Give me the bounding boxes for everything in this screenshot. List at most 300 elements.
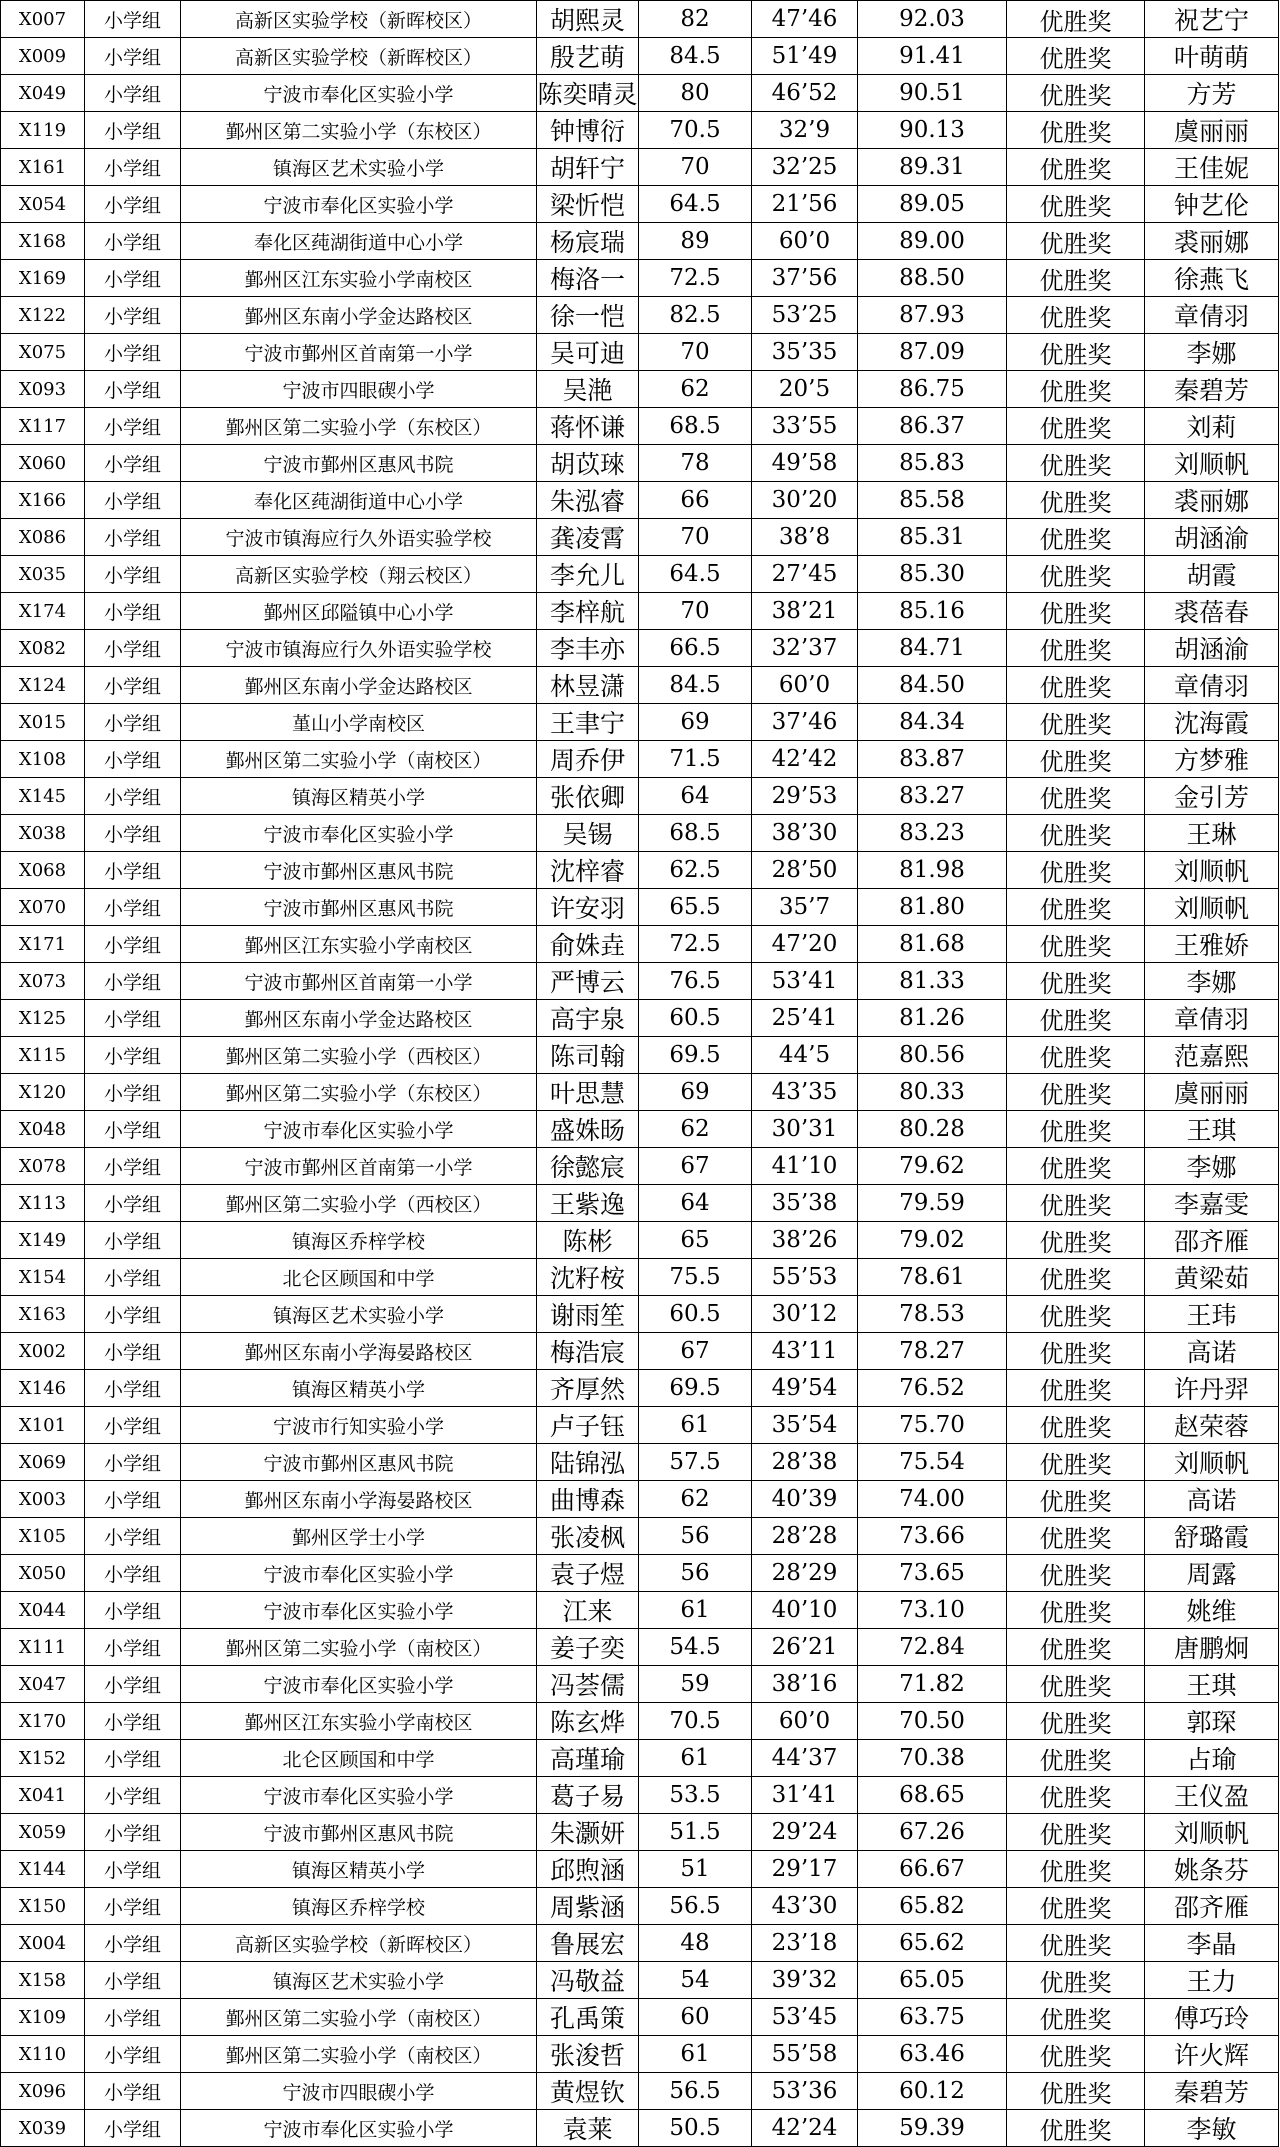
cell-school: 鄞州区邱隘镇中心小学 (181, 593, 537, 630)
table-row (1, 926, 1279, 963)
cell-award: 优胜奖 (1007, 1962, 1145, 1999)
cell-time: 40’10 (752, 1592, 858, 1629)
cell-teacher: 李娜 (1145, 1148, 1279, 1185)
cell-group: 小学组 (85, 223, 181, 260)
cell-student-name: 沈梓睿 (537, 852, 639, 889)
cell-group: 小学组 (85, 963, 181, 1000)
cell-student-name: 曲博森 (537, 1481, 639, 1518)
cell-student-name: 周乔伊 (537, 741, 639, 778)
cell-score: 64 (639, 1185, 752, 1222)
cell-time: 31’41 (752, 1777, 858, 1814)
cell-entry-id: X122 (1, 297, 85, 334)
cell-score: 84.5 (639, 667, 752, 704)
cell-final-score: 80.56 (858, 1037, 1007, 1074)
cell-final-score: 73.66 (858, 1518, 1007, 1555)
cell-award: 优胜奖 (1007, 445, 1145, 482)
cell-award: 优胜奖 (1007, 1074, 1145, 1111)
cell-school: 鄞州区第二实验小学（南校区） (181, 1999, 537, 2036)
cell-school: 鄞州区江东实验小学南校区 (181, 926, 537, 963)
cell-teacher: 胡霞 (1145, 556, 1279, 593)
cell-school: 鄞州区东南小学海晏路校区 (181, 1481, 537, 1518)
table-row (1, 1222, 1279, 1259)
cell-award: 优胜奖 (1007, 2110, 1145, 2147)
cell-teacher: 傅巧玲 (1145, 1999, 1279, 2036)
cell-time: 30’31 (752, 1111, 858, 1148)
cell-award: 优胜奖 (1007, 963, 1145, 1000)
cell-score: 67 (639, 1148, 752, 1185)
cell-entry-id: X170 (1, 1703, 85, 1740)
cell-student-name: 袁子煜 (537, 1555, 639, 1592)
cell-final-score: 59.39 (858, 2110, 1007, 2147)
cell-group: 小学组 (85, 1481, 181, 1518)
cell-entry-id: X150 (1, 1888, 85, 1925)
cell-school: 鄞州区第二实验小学（西校区） (181, 1185, 537, 1222)
cell-time: 41’10 (752, 1148, 858, 1185)
cell-award: 优胜奖 (1007, 926, 1145, 963)
table-row (1, 334, 1279, 371)
cell-teacher: 高诺 (1145, 1333, 1279, 1370)
table-row (1, 1851, 1279, 1888)
cell-student-name: 李丰亦 (537, 630, 639, 667)
cell-entry-id: X059 (1, 1814, 85, 1851)
cell-school: 宁波市镇海应行久外语实验学校 (181, 630, 537, 667)
cell-final-score: 89.31 (858, 149, 1007, 186)
cell-school: 宁波市镇海应行久外语实验学校 (181, 519, 537, 556)
table-row (1, 186, 1279, 223)
cell-school: 宁波市行知实验小学 (181, 1407, 537, 1444)
cell-school: 宁波市奉化区实验小学 (181, 2110, 537, 2147)
cell-student-name: 齐厚然 (537, 1370, 639, 1407)
cell-school: 宁波市鄞州区首南第一小学 (181, 1148, 537, 1185)
cell-award: 优胜奖 (1007, 334, 1145, 371)
cell-school: 宁波市奉化区实验小学 (181, 1592, 537, 1629)
cell-teacher: 刘顺帆 (1145, 889, 1279, 926)
cell-teacher: 邵齐雁 (1145, 1888, 1279, 1925)
cell-student-name: 钟博衍 (537, 112, 639, 149)
table-row (1, 149, 1279, 186)
table-row (1, 852, 1279, 889)
cell-score: 53.5 (639, 1777, 752, 1814)
cell-entry-id: X082 (1, 630, 85, 667)
cell-school: 镇海区艺术实验小学 (181, 149, 537, 186)
table-row (1, 778, 1279, 815)
cell-final-score: 88.50 (858, 260, 1007, 297)
cell-award: 优胜奖 (1007, 223, 1145, 260)
cell-entry-id: X035 (1, 556, 85, 593)
cell-school: 鄞州区第二实验小学（东校区） (181, 1074, 537, 1111)
cell-award: 优胜奖 (1007, 1518, 1145, 1555)
cell-award: 优胜奖 (1007, 667, 1145, 704)
cell-entry-id: X070 (1, 889, 85, 926)
cell-teacher: 王琪 (1145, 1111, 1279, 1148)
cell-student-name: 姜子奕 (537, 1629, 639, 1666)
cell-award: 优胜奖 (1007, 593, 1145, 630)
cell-student-name: 张凌枫 (537, 1518, 639, 1555)
cell-time: 20’5 (752, 371, 858, 408)
cell-final-score: 79.59 (858, 1185, 1007, 1222)
cell-school: 鄞州区江东实验小学南校区 (181, 260, 537, 297)
cell-group: 小学组 (85, 371, 181, 408)
cell-award: 优胜奖 (1007, 630, 1145, 667)
cell-time: 29’24 (752, 1814, 858, 1851)
cell-school: 鄞州区第二实验小学（东校区） (181, 112, 537, 149)
cell-entry-id: X174 (1, 593, 85, 630)
cell-final-score: 63.75 (858, 1999, 1007, 2036)
cell-group: 小学组 (85, 38, 181, 75)
cell-score: 61 (639, 1740, 752, 1777)
cell-award: 优胜奖 (1007, 112, 1145, 149)
cell-time: 32’37 (752, 630, 858, 667)
table-row (1, 371, 1279, 408)
cell-student-name: 沈籽桉 (537, 1259, 639, 1296)
cell-score: 71.5 (639, 741, 752, 778)
cell-teacher: 刘顺帆 (1145, 1814, 1279, 1851)
cell-teacher: 刘顺帆 (1145, 1444, 1279, 1481)
cell-student-name: 梁忻恺 (537, 186, 639, 223)
cell-teacher: 钟艺伦 (1145, 186, 1279, 223)
cell-score: 78 (639, 445, 752, 482)
cell-student-name: 冯敬益 (537, 1962, 639, 1999)
cell-entry-id: X161 (1, 149, 85, 186)
cell-award: 优胜奖 (1007, 260, 1145, 297)
cell-score: 70 (639, 519, 752, 556)
cell-score: 75.5 (639, 1259, 752, 1296)
cell-score: 84.5 (639, 38, 752, 75)
cell-time: 30’20 (752, 482, 858, 519)
cell-teacher: 章倩羽 (1145, 297, 1279, 334)
cell-time: 26’21 (752, 1629, 858, 1666)
cell-award: 优胜奖 (1007, 149, 1145, 186)
cell-entry-id: X038 (1, 815, 85, 852)
cell-score: 64.5 (639, 186, 752, 223)
results-table-body (1, 1, 1279, 2147)
cell-student-name: 陈彬 (537, 1222, 639, 1259)
cell-student-name: 孔禹策 (537, 1999, 639, 2036)
cell-school: 镇海区乔梓学校 (181, 1888, 537, 1925)
cell-time: 38’8 (752, 519, 858, 556)
table-row (1, 1666, 1279, 1703)
cell-student-name: 陈玄烨 (537, 1703, 639, 1740)
cell-award: 优胜奖 (1007, 1000, 1145, 1037)
cell-final-score: 81.26 (858, 1000, 1007, 1037)
table-row (1, 1407, 1279, 1444)
cell-teacher: 沈海霞 (1145, 704, 1279, 741)
cell-group: 小学组 (85, 1407, 181, 1444)
cell-entry-id: X044 (1, 1592, 85, 1629)
cell-final-score: 78.27 (858, 1333, 1007, 1370)
table-row (1, 1999, 1279, 2036)
table-row (1, 2110, 1279, 2147)
table-row (1, 1037, 1279, 1074)
cell-teacher: 秦碧芳 (1145, 371, 1279, 408)
cell-student-name: 梅洛一 (537, 260, 639, 297)
cell-final-score: 73.10 (858, 1592, 1007, 1629)
cell-time: 39’32 (752, 1962, 858, 1999)
cell-group: 小学组 (85, 260, 181, 297)
cell-teacher: 王力 (1145, 1962, 1279, 1999)
cell-group: 小学组 (85, 519, 181, 556)
cell-time: 28’28 (752, 1518, 858, 1555)
cell-final-score: 63.46 (858, 2036, 1007, 2073)
cell-group: 小学组 (85, 1185, 181, 1222)
table-row (1, 1777, 1279, 1814)
cell-entry-id: X086 (1, 519, 85, 556)
cell-time: 32’25 (752, 149, 858, 186)
cell-teacher: 范嘉熙 (1145, 1037, 1279, 1074)
cell-school: 宁波市奉化区实验小学 (181, 186, 537, 223)
cell-award: 优胜奖 (1007, 852, 1145, 889)
cell-teacher: 高诺 (1145, 1481, 1279, 1518)
cell-time: 38’21 (752, 593, 858, 630)
cell-entry-id: X048 (1, 1111, 85, 1148)
cell-entry-id: X068 (1, 852, 85, 889)
cell-final-score: 66.67 (858, 1851, 1007, 1888)
cell-student-name: 殷艺萌 (537, 38, 639, 75)
table-row (1, 1518, 1279, 1555)
cell-school: 宁波市鄞州区惠风书院 (181, 1814, 537, 1851)
cell-group: 小学组 (85, 1296, 181, 1333)
cell-teacher: 祝艺宁 (1145, 1, 1279, 38)
cell-final-score: 79.02 (858, 1222, 1007, 1259)
cell-school: 鄞州区学士小学 (181, 1518, 537, 1555)
cell-final-score: 80.28 (858, 1111, 1007, 1148)
cell-group: 小学组 (85, 112, 181, 149)
cell-entry-id: X069 (1, 1444, 85, 1481)
cell-score: 70.5 (639, 112, 752, 149)
table-row (1, 260, 1279, 297)
cell-student-name: 邱煦涵 (537, 1851, 639, 1888)
cell-school: 北仑区顾国和中学 (181, 1740, 537, 1777)
table-row (1, 1111, 1279, 1148)
cell-final-score: 83.87 (858, 741, 1007, 778)
cell-school: 宁波市奉化区实验小学 (181, 1777, 537, 1814)
cell-time: 37’46 (752, 704, 858, 741)
cell-entry-id: X054 (1, 186, 85, 223)
cell-final-score: 73.65 (858, 1555, 1007, 1592)
cell-student-name: 张浚哲 (537, 2036, 639, 2073)
cell-school: 宁波市鄞州区惠风书院 (181, 852, 537, 889)
cell-group: 小学组 (85, 1629, 181, 1666)
cell-score: 60.5 (639, 1296, 752, 1333)
cell-school: 宁波市奉化区实验小学 (181, 815, 537, 852)
cell-entry-id: X004 (1, 1925, 85, 1962)
cell-entry-id: X146 (1, 1370, 85, 1407)
cell-score: 57.5 (639, 1444, 752, 1481)
cell-time: 33’55 (752, 408, 858, 445)
cell-score: 60 (639, 1999, 752, 2036)
cell-group: 小学组 (85, 593, 181, 630)
cell-final-score: 87.09 (858, 334, 1007, 371)
cell-group: 小学组 (85, 1777, 181, 1814)
cell-teacher: 刘顺帆 (1145, 852, 1279, 889)
cell-final-score: 67.26 (858, 1814, 1007, 1851)
cell-teacher: 黄梁茹 (1145, 1259, 1279, 1296)
cell-final-score: 85.58 (858, 482, 1007, 519)
cell-teacher: 虞丽丽 (1145, 112, 1279, 149)
cell-final-score: 68.65 (858, 1777, 1007, 1814)
cell-teacher: 叶萌萌 (1145, 38, 1279, 75)
cell-time: 29’17 (752, 1851, 858, 1888)
cell-entry-id: X120 (1, 1074, 85, 1111)
table-row (1, 1370, 1279, 1407)
cell-group: 小学组 (85, 1370, 181, 1407)
cell-entry-id: X119 (1, 112, 85, 149)
cell-score: 56 (639, 1518, 752, 1555)
cell-entry-id: X050 (1, 1555, 85, 1592)
cell-score: 48 (639, 1925, 752, 1962)
cell-final-score: 65.05 (858, 1962, 1007, 1999)
cell-student-name: 陆锦泓 (537, 1444, 639, 1481)
cell-score: 68.5 (639, 408, 752, 445)
cell-group: 小学组 (85, 2036, 181, 2073)
cell-score: 70.5 (639, 1703, 752, 1740)
cell-teacher: 裘蓓春 (1145, 593, 1279, 630)
cell-group: 小学组 (85, 556, 181, 593)
cell-student-name: 梅浩宸 (537, 1333, 639, 1370)
cell-entry-id: X149 (1, 1222, 85, 1259)
cell-score: 69.5 (639, 1037, 752, 1074)
cell-score: 61 (639, 2036, 752, 2073)
cell-group: 小学组 (85, 815, 181, 852)
cell-group: 小学组 (85, 2073, 181, 2110)
cell-student-name: 葛子易 (537, 1777, 639, 1814)
cell-time: 49’58 (752, 445, 858, 482)
table-row (1, 704, 1279, 741)
table-row (1, 1592, 1279, 1629)
cell-time: 46’52 (752, 75, 858, 112)
cell-final-score: 65.82 (858, 1888, 1007, 1925)
cell-time: 35’54 (752, 1407, 858, 1444)
table-row (1, 1074, 1279, 1111)
cell-award: 优胜奖 (1007, 371, 1145, 408)
cell-award: 优胜奖 (1007, 2073, 1145, 2110)
cell-entry-id: X078 (1, 1148, 85, 1185)
cell-score: 66 (639, 482, 752, 519)
cell-teacher: 姚维 (1145, 1592, 1279, 1629)
cell-time: 42’24 (752, 2110, 858, 2147)
cell-score: 72.5 (639, 926, 752, 963)
cell-teacher: 姚条芬 (1145, 1851, 1279, 1888)
cell-teacher: 李晶 (1145, 1925, 1279, 1962)
cell-final-score: 84.71 (858, 630, 1007, 667)
cell-final-score: 78.53 (858, 1296, 1007, 1333)
cell-final-score: 75.54 (858, 1444, 1007, 1481)
table-row (1, 2036, 1279, 2073)
table-row (1, 1740, 1279, 1777)
table-row (1, 223, 1279, 260)
cell-entry-id: X003 (1, 1481, 85, 1518)
table-row (1, 445, 1279, 482)
cell-teacher: 方梦雅 (1145, 741, 1279, 778)
cell-award: 优胜奖 (1007, 778, 1145, 815)
table-row (1, 1925, 1279, 1962)
cell-final-score: 86.75 (858, 371, 1007, 408)
cell-entry-id: X073 (1, 963, 85, 1000)
cell-teacher: 赵荣蓉 (1145, 1407, 1279, 1444)
cell-score: 50.5 (639, 2110, 752, 2147)
cell-entry-id: X171 (1, 926, 85, 963)
cell-teacher: 王琳 (1145, 815, 1279, 852)
table-row (1, 75, 1279, 112)
table-row (1, 297, 1279, 334)
cell-student-name: 冯荟儒 (537, 1666, 639, 1703)
cell-time: 35’7 (752, 889, 858, 926)
cell-group: 小学组 (85, 1740, 181, 1777)
table-row (1, 556, 1279, 593)
cell-group: 小学组 (85, 1925, 181, 1962)
cell-teacher: 李敏 (1145, 2110, 1279, 2147)
cell-score: 56 (639, 1555, 752, 1592)
cell-final-score: 85.16 (858, 593, 1007, 630)
cell-award: 优胜奖 (1007, 38, 1145, 75)
cell-award: 优胜奖 (1007, 482, 1145, 519)
cell-teacher: 方芳 (1145, 75, 1279, 112)
cell-group: 小学组 (85, 334, 181, 371)
cell-final-score: 75.70 (858, 1407, 1007, 1444)
cell-student-name: 胡熙灵 (537, 1, 639, 38)
cell-group: 小学组 (85, 1851, 181, 1888)
cell-entry-id: X009 (1, 38, 85, 75)
cell-teacher: 唐鹏炯 (1145, 1629, 1279, 1666)
cell-group: 小学组 (85, 741, 181, 778)
cell-teacher: 刘莉 (1145, 408, 1279, 445)
cell-final-score: 81.98 (858, 852, 1007, 889)
cell-student-name: 吴可迪 (537, 334, 639, 371)
cell-time: 28’38 (752, 1444, 858, 1481)
table-row (1, 593, 1279, 630)
cell-student-name: 黄煜钦 (537, 2073, 639, 2110)
cell-teacher: 王琪 (1145, 1666, 1279, 1703)
cell-school: 奉化区莼湖街道中心小学 (181, 482, 537, 519)
cell-school: 高新区实验学校（新晖校区） (181, 1, 537, 38)
cell-entry-id: X158 (1, 1962, 85, 1999)
cell-entry-id: X163 (1, 1296, 85, 1333)
cell-school: 鄞州区第二实验小学（南校区） (181, 741, 537, 778)
cell-student-name: 李梓航 (537, 593, 639, 630)
cell-time: 53’25 (752, 297, 858, 334)
cell-score: 68.5 (639, 815, 752, 852)
cell-score: 67 (639, 1333, 752, 1370)
cell-student-name: 叶思慧 (537, 1074, 639, 1111)
cell-score: 61 (639, 1592, 752, 1629)
cell-teacher: 郭琛 (1145, 1703, 1279, 1740)
cell-group: 小学组 (85, 1259, 181, 1296)
cell-score: 72.5 (639, 260, 752, 297)
cell-teacher: 王雅娇 (1145, 926, 1279, 963)
cell-student-name: 俞姝垚 (537, 926, 639, 963)
cell-final-score: 90.51 (858, 75, 1007, 112)
table-row (1, 630, 1279, 667)
cell-final-score: 92.03 (858, 1, 1007, 38)
cell-student-name: 胡轩宁 (537, 149, 639, 186)
cell-score: 70 (639, 334, 752, 371)
cell-teacher: 王仪盈 (1145, 1777, 1279, 1814)
cell-score: 54 (639, 1962, 752, 1999)
cell-student-name: 王紫逸 (537, 1185, 639, 1222)
cell-school: 鄞州区第二实验小学（西校区） (181, 1037, 537, 1074)
cell-score: 62 (639, 1111, 752, 1148)
cell-school: 奉化区莼湖街道中心小学 (181, 223, 537, 260)
cell-school: 镇海区艺术实验小学 (181, 1962, 537, 1999)
cell-score: 64.5 (639, 556, 752, 593)
cell-final-score: 74.00 (858, 1481, 1007, 1518)
cell-school: 镇海区精英小学 (181, 778, 537, 815)
table-row (1, 482, 1279, 519)
cell-time: 44’5 (752, 1037, 858, 1074)
cell-final-score: 70.50 (858, 1703, 1007, 1740)
cell-student-name: 李允儿 (537, 556, 639, 593)
cell-time: 60’0 (752, 223, 858, 260)
